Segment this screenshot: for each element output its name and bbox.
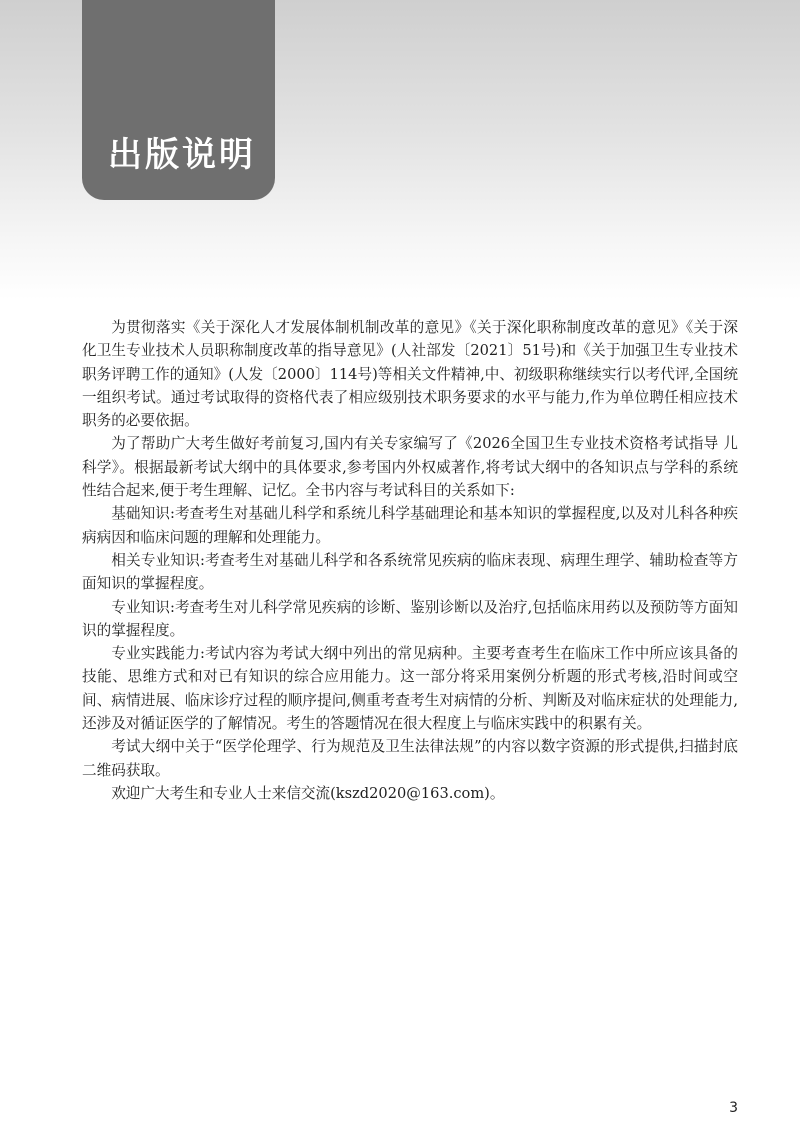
page-number: 3 [729, 1100, 738, 1116]
paragraph-related-knowledge: 相关专业知识:考查考生对基础儿科学和各系统常见疾病的临床表现、病理生理学、辅助检查等方面知识的掌握程度。 [82, 551, 738, 593]
paragraph-basic-knowledge: 基础知识:考查考生对基础儿科学和系统儿科学基础理论和基本知识的掌握程度,以及对儿科各种疾病病因和临床问题的理解和处理能力。 [82, 505, 738, 546]
paragraph-book-purpose: 为了帮助广大考生做好考前复习,国内有关专家编写了《2026全国卫生专业技术资格考试指导 儿科学》。根据最新考试大纲中的具体要求,参考国内外权威著作,将考试大纲中的各知识点与学科的系统性结合起来,便于考生理解、记忆。全书内容与考试科目的关系如下: [82, 435, 738, 500]
body-text [82, 316, 738, 805]
paragraph-professional-knowledge: 专业知识:考查考生对儿科学常见疾病的诊断、鉴别诊断以及治疗,包括临床用药以及预防等方面知识的掌握程度。 [82, 598, 738, 639]
paragraph-digital-resources: 考试大纲中关于“医学伦理学、行为规范及卫生法律法规”的内容以数字资源的形式提供,扫描封底二维码获取。 [82, 738, 738, 779]
paragraph-intro: 为贯彻落实《关于深化人才发展体制机制改革的意见》《关于深化职称制度改革的意见》《关于深化卫生专业技术人员职称制度改革的指导意见》(人社部发〔2021〕51号)和《关于加强卫生专业技术职务评聘工作的通知》(人发〔2000〕114号)等相关文件精神,中、初级职称继续实行以考代评,全国统一组织考试。通过考试取得的资格代表了相应级别技术职务要求的水平与能力,作为单位聘任相应技术职务的必要依据。 [82, 319, 738, 430]
paragraph-contact: 欢迎广大考生和专业人士来信交流(kszd2020@163.com)。 [111, 784, 505, 802]
page-title: 出版说明 [108, 135, 256, 175]
paragraph-practice-ability: 专业实践能力:考试内容为考试大纲中列出的常见病种。主要考查考生在临床工作中所应该具备的技能、思维方式和对已有知识的综合应用能力。这一部分将采用案例分析题的形式考核,沿时间或空间、病情进展、临床诊疗过程的顺序提问,侧重考查考生对病情的分析、判断及对临床症状的处理能力,还涉及对循证医学的了解情况。考生的答题情况在很大程度上与临床实践中的积累有关。 [82, 645, 738, 733]
